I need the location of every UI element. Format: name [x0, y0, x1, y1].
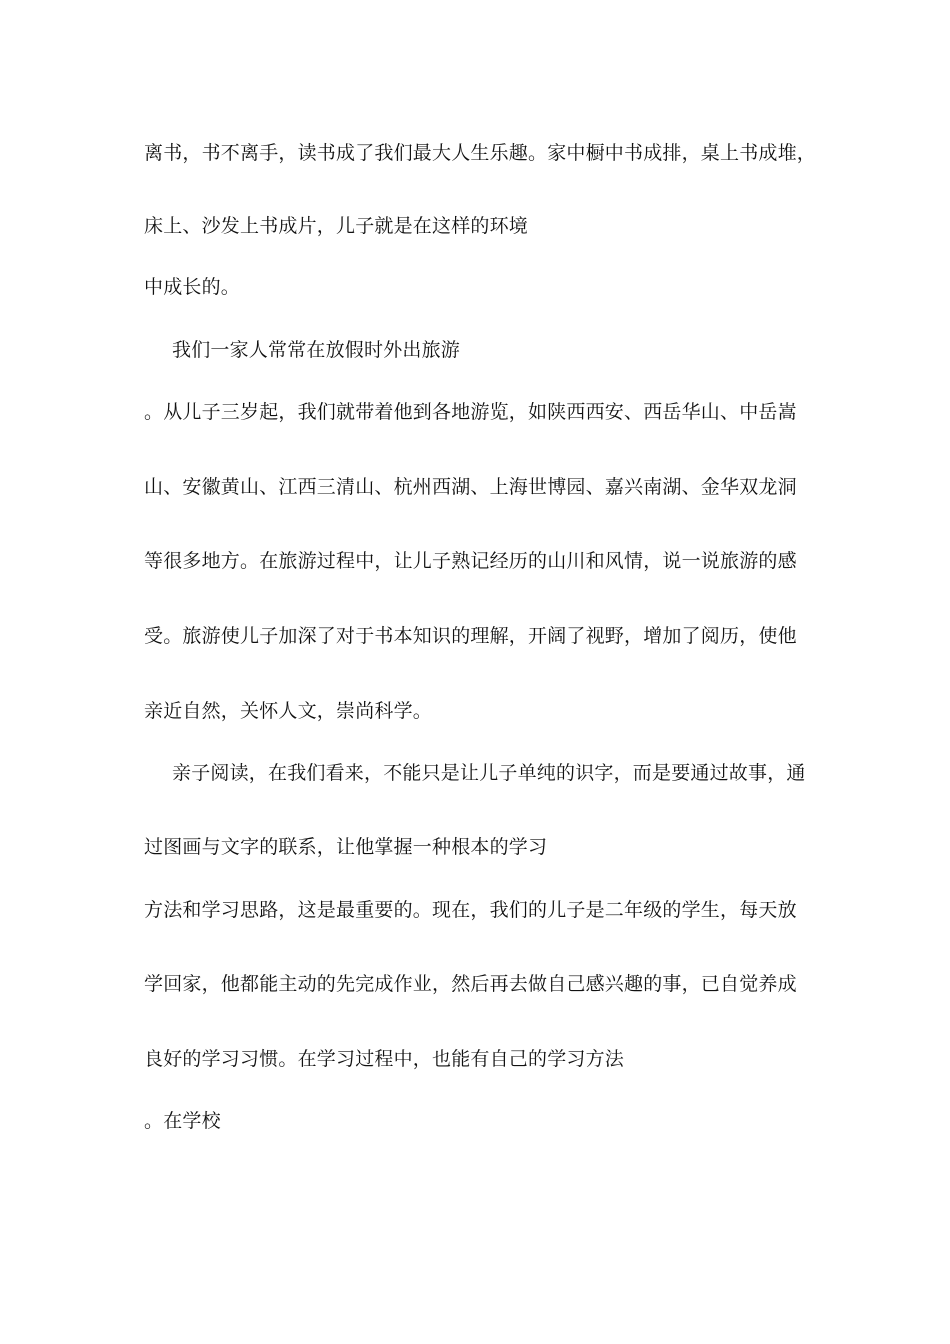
- text-line: 中成长的。: [144, 276, 241, 298]
- text-line: 亲近自然，关怀人文，崇尚科学。: [144, 700, 433, 722]
- text-line: 方法和学习思路，这是最重要的。现在，我们的儿子是二年级的学生，每天放: [144, 899, 797, 921]
- text-line: 离书，书不离手，读书成了我们最大人生乐趣。家中橱中书成排，桌上书成堆，: [144, 142, 817, 164]
- paragraph-start-line: 亲子阅读，在我们看来，不能只是让儿子单纯的识字，而是要通过故事，通: [172, 762, 806, 784]
- text-line: 。从儿子三岁起，我们就带着他到各地游览，如陕西西安、西岳华山、中岳嵩: [144, 401, 797, 423]
- paragraph-start-line: 我们一家人常常在放假时外出旅游: [172, 339, 461, 361]
- text-line: 良好的学习习惯。在学习过程中，也能有自己的学习方法: [144, 1048, 625, 1070]
- text-line: 过图画与文字的联系，让他掌握一种根本的学习: [144, 836, 548, 858]
- text-line: 床上、沙发上书成片，儿子就是在这样的环境: [144, 215, 529, 237]
- text-line: 学回家，他都能主动的先完成作业，然后再去做自己感兴趣的事，已自觉养成: [144, 973, 797, 995]
- text-line: 受。旅游使儿子加深了对于书本知识的理解，开阔了视野，增加了阅历，使他: [144, 625, 797, 647]
- text-line: 等很多地方。在旅游过程中，让儿子熟记经历的山川和风情，说一说旅游的感: [144, 550, 797, 572]
- text-line: 。在学校: [144, 1110, 221, 1132]
- text-line: 山、安徽黄山、江西三清山、杭州西湖、上海世博园、嘉兴南湖、金华双龙洞: [144, 476, 797, 498]
